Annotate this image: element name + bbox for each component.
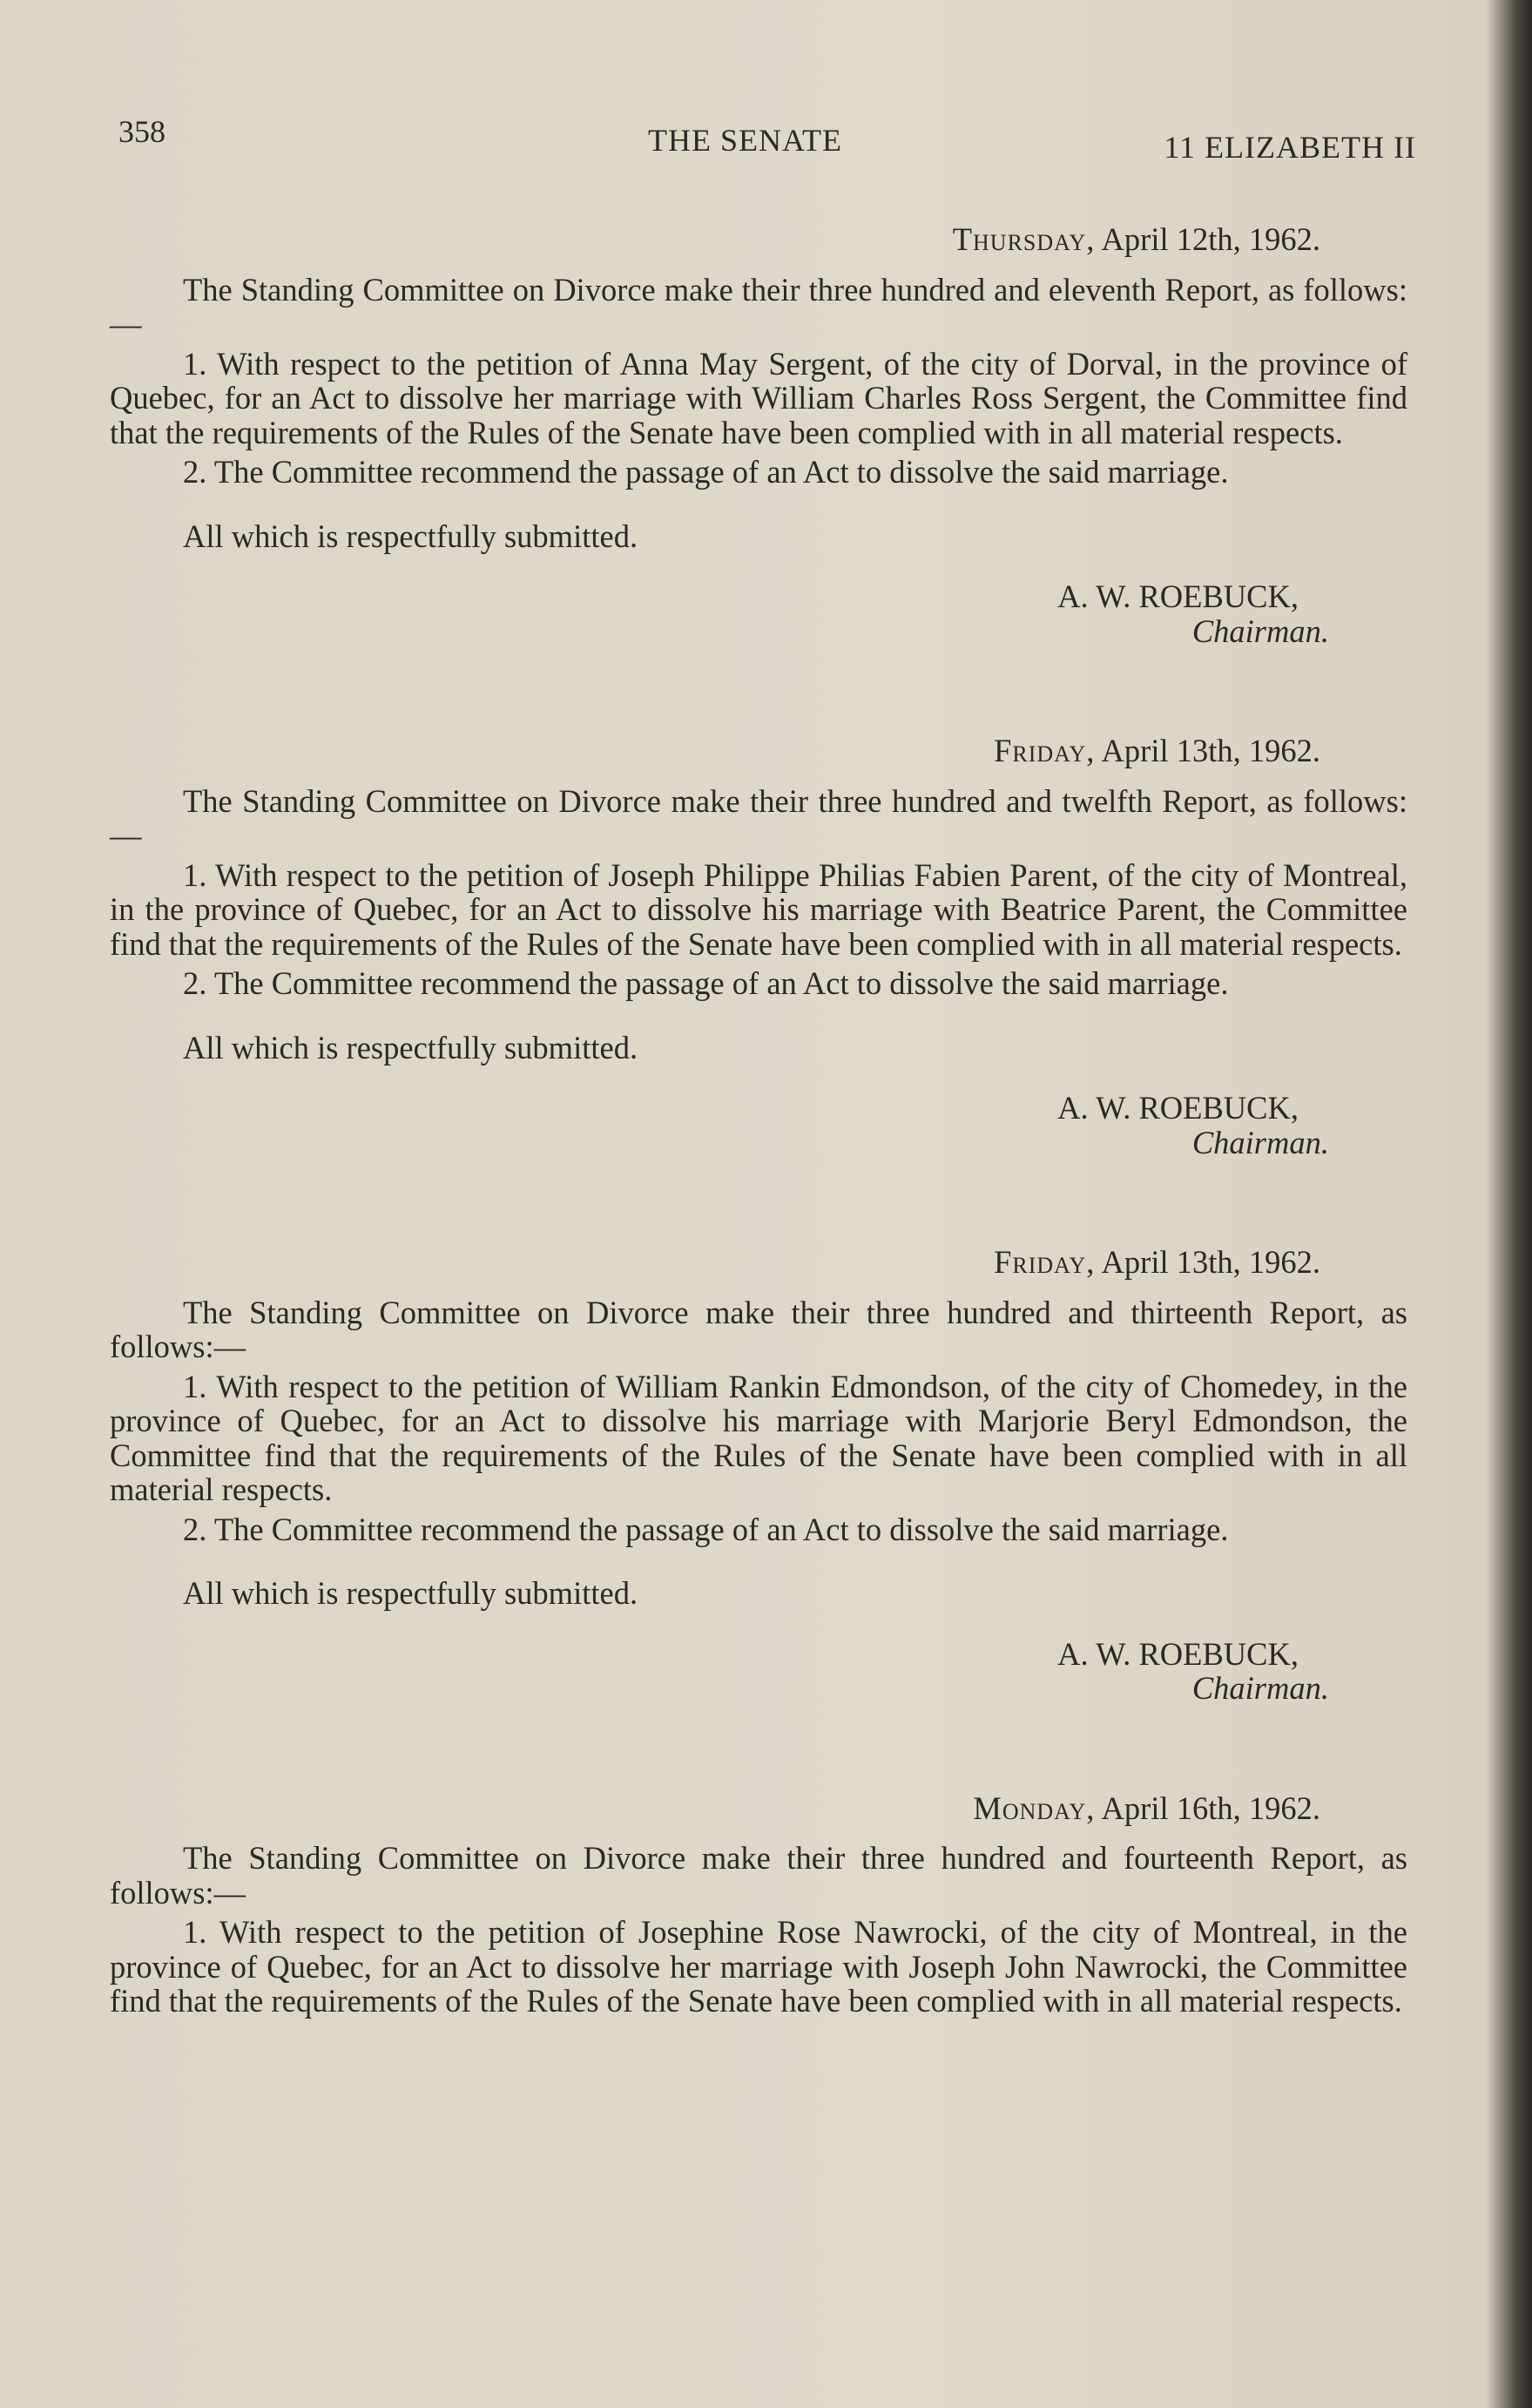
report-closing: All which is respectfully submitted. [183, 517, 638, 554]
signature-name: A. W. ROEBUCK, [1057, 578, 1299, 614]
report-date-text: April 13th, 1962. [1095, 1244, 1320, 1280]
report-item-1: 1. With respect to the petition of Josephine Rose Nawrocki, of the city of Montreal, in the province of Quebec, for an Act to dissolve her marriage with Joseph John Nawrocki, the Committee find that the requirements of the Rules of the Senate have been complied with in all material respects. [110, 1914, 1407, 2019]
signature-name: A. W. ROEBUCK, [1057, 1635, 1299, 1672]
page-number: 358 [118, 114, 165, 149]
report-day: Thursday, [952, 221, 1096, 257]
report-day: Friday, [994, 733, 1096, 768]
report-item-1: 1. With respect to the petition of Anna May Sergent, of the city of Dorval, in the province of Quebec, for an Act to dissolve her marriage with William Charles Ross Sergent, the Committee find that the requirements of the Rules of the Senate have been complied with in all material respects. [110, 345, 1407, 450]
signature-name: A. W. ROEBUCK, [1057, 1090, 1299, 1126]
page-body [110, 222, 1407, 2104]
report-closing: All which is respectfully submitted. [183, 1575, 638, 1611]
report-intro: The Standing Committee on Divorce make their three hundred and fourteenth Report, as follows:— [110, 1840, 1407, 1911]
report-intro: The Standing Committee on Divorce make their three hundred and twelfth Report, as follows:— [110, 782, 1407, 853]
signature-title: Chairman. [1191, 1124, 1329, 1160]
report-date-text: April 13th, 1962. [1095, 733, 1320, 768]
report-date [110, 1791, 1407, 1826]
report-311 [110, 222, 1407, 648]
report-312 [110, 734, 1407, 1160]
running-title: THE SENATE [648, 123, 842, 158]
signature-title: Chairman. [1191, 1670, 1329, 1706]
report-314 [110, 1791, 1407, 2019]
report-item-1: 1. With respect to the petition of Joseph Philippe Philias Fabien Parent, of the city of Montreal, in the province of Quebec, for an Act to dissolve his marriage with Beatrice Parent, the Committee find that the requirements of the Rules of the Senate have been complied with in all material respects. [110, 856, 1407, 962]
report-item-1: 1. With respect to the petition of William Rankin Edmondson, of the city of Chomedey, in the province of Quebec, for an Act to dissolve his marriage with Marjorie Beryl Edmondson, the Committee find that the requirements of the Rules of the Senate have been complied with in all material respects. [110, 1368, 1407, 1507]
running-head [118, 113, 1416, 166]
report-intro: The Standing Committee on Divorce make their three hundred and eleventh Report, as follows:— [110, 271, 1407, 342]
report-item-2: 2. The Committee recommend the passage of an Act to dissolve the said marriage. [183, 965, 1229, 1001]
report-date-text: April 12th, 1962. [1095, 221, 1320, 257]
report-closing: All which is respectfully submitted. [183, 1029, 638, 1065]
report-day: Monday, [973, 1789, 1096, 1826]
signature-title: Chairman. [1191, 612, 1329, 649]
report-date [110, 222, 1407, 257]
report-intro: The Standing Committee on Divorce make their three hundred and thirteenth Report, as follows:— [110, 1294, 1407, 1364]
report-date [110, 734, 1407, 768]
regnal-year: 11 ELIZABETH II [1164, 130, 1416, 165]
report-item-2: 2. The Committee recommend the passage of an Act to dissolve the said marriage. [183, 454, 1229, 490]
report-day: Friday, [994, 1244, 1096, 1280]
report-date-text: April 16th, 1962. [1095, 1789, 1320, 1826]
report-date [110, 1245, 1407, 1280]
report-313 [110, 1245, 1407, 1706]
report-item-2: 2. The Committee recommend the passage of an Act to dissolve the said marriage. [183, 1511, 1229, 1547]
